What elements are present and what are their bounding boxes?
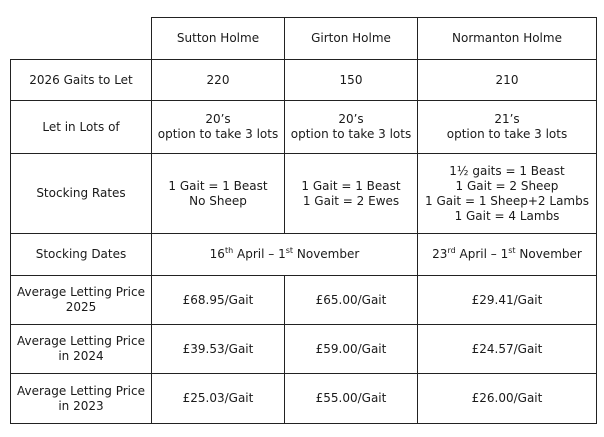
table-row-price-2025: [11, 276, 597, 325]
cell-line: 1 Gait = 1 Sheep+2 Lambs: [425, 193, 589, 208]
cell-line: 1 Gait = 4 Lambs: [454, 208, 560, 223]
cell-line: in 2024: [58, 349, 104, 363]
table-row-gaits-to-let: [11, 60, 597, 101]
row-label-stocking-dates: Stocking Dates: [11, 234, 152, 276]
date-start-day: 16: [209, 247, 225, 261]
row-label-price-2023: [11, 374, 152, 424]
cell-line: 1 Gait = 1 Beast: [168, 178, 268, 193]
gait-letting-table: [10, 17, 597, 424]
date-start-day: 23: [432, 247, 448, 261]
cell-line: 20’s: [205, 112, 231, 126]
header-girton-holme: Girton Holme: [285, 18, 418, 60]
cell-line: Average Letting Price: [16, 285, 145, 299]
cell-gaits-sutton: 220: [152, 60, 285, 101]
cell-line: option to take 3 lots: [157, 127, 279, 141]
cell-price-2023-normanton: £26.00/Gait: [418, 374, 597, 424]
row-label-gaits-to-let: 2026 Gaits to Let: [11, 60, 152, 101]
cell-price-2025-girton: £65.00/Gait: [285, 276, 418, 325]
cell-price-2024-girton: £59.00/Gait: [285, 325, 418, 374]
table-row-price-2024: [11, 325, 597, 374]
cell-line: 1½ gaits = 1 Beast: [449, 163, 565, 178]
date-end-month: November: [519, 247, 582, 261]
table-header-row: [11, 18, 597, 60]
cell-price-2023-girton: £55.00/Gait: [285, 374, 418, 424]
date-start-suffix: th: [224, 246, 234, 255]
date-start-month: April: [459, 247, 487, 261]
cell-price-2024-sutton: £39.53/Gait: [152, 325, 285, 374]
cell-line: 20’s: [338, 112, 364, 126]
cell-price-2025-sutton: £68.95/Gait: [152, 276, 285, 325]
row-label-stocking-rates: Stocking Rates: [11, 154, 152, 234]
header-blank-cell: [11, 18, 152, 60]
row-label-price-2024: [11, 325, 152, 374]
date-separator: –: [268, 247, 275, 261]
date-start-month: April: [237, 247, 265, 261]
cell-gaits-girton: 150: [285, 60, 418, 101]
date-end-day: 1: [278, 247, 286, 261]
cell-line: No Sheep: [189, 193, 247, 208]
cell-rates-sutton: [152, 154, 285, 234]
row-label-price-2025: [11, 276, 152, 325]
header-normanton-holme: Normanton Holme: [418, 18, 597, 60]
cell-price-2025-normanton: £29.41/Gait: [418, 276, 597, 325]
row-label-lots: Let in Lots of: [11, 101, 152, 154]
header-sutton-holme: Sutton Holme: [152, 18, 285, 60]
cell-line: 1 Gait = 2 Sheep: [455, 178, 559, 193]
cell-line: Average Letting Price: [16, 334, 145, 348]
date-separator: –: [490, 247, 497, 261]
cell-price-2024-normanton: £24.57/Gait: [418, 325, 597, 374]
table-row-stocking-dates: [11, 234, 597, 276]
cell-lots-sutton: [152, 101, 285, 154]
table-row-price-2023: [11, 374, 597, 424]
date-start-suffix: rd: [447, 246, 456, 255]
date-end-suffix: st: [508, 246, 516, 255]
cell-line: 21’s: [494, 112, 520, 126]
table-row-lots: [11, 101, 597, 154]
date-end-month: November: [296, 247, 360, 261]
cell-dates-sutton-girton: [152, 234, 418, 276]
cell-gaits-normanton: 210: [418, 60, 597, 101]
cell-line: Average Letting Price: [16, 383, 145, 398]
date-end-day: 1: [500, 247, 509, 261]
cell-line: 1 Gait = 1 Beast: [301, 178, 401, 193]
cell-rates-girton: [285, 154, 418, 234]
cell-rates-normanton: [418, 154, 597, 234]
cell-line: option to take 3 lots: [446, 127, 568, 141]
cell-lots-girton: [285, 101, 418, 154]
cell-line: 2025: [65, 300, 97, 314]
cell-lots-normanton: [418, 101, 597, 154]
cell-dates-normanton: [418, 234, 597, 276]
cell-price-2023-sutton: £25.03/Gait: [152, 374, 285, 424]
table-row-stocking-rates: [11, 154, 597, 234]
cell-line: in 2023: [58, 398, 104, 413]
date-end-suffix: st: [285, 246, 294, 255]
cell-line: 1 Gait = 2 Ewes: [302, 193, 400, 208]
cell-line: option to take 3 lots: [290, 127, 412, 141]
